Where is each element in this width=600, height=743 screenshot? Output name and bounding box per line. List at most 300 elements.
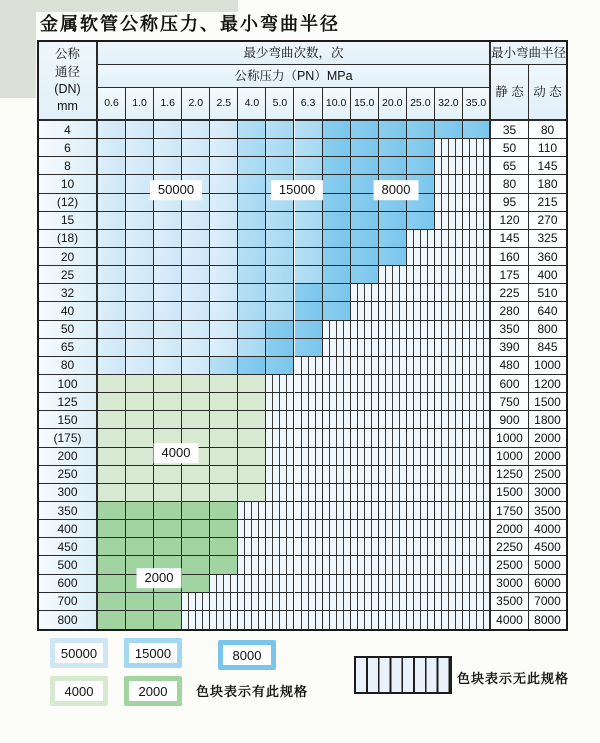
dynamic-value-cell: 1500	[529, 393, 566, 411]
dn-cell: (18)	[39, 230, 98, 248]
matrix-cell	[126, 357, 154, 375]
dn-cell: 15	[39, 212, 98, 230]
matrix-cell	[379, 575, 407, 593]
matrix-cell	[98, 393, 126, 411]
dn-header-line: 公称	[54, 47, 80, 62]
static-value-cell: 390	[491, 339, 529, 357]
dynamic-value-cell: 2000	[529, 448, 566, 466]
matrix-cell	[379, 429, 407, 447]
matrix-cell	[407, 448, 435, 466]
matrix-cell	[154, 466, 182, 484]
static-value-cell: 1500	[491, 484, 529, 502]
matrix-cell	[126, 157, 154, 175]
dynamic-value-cell: 325	[529, 230, 566, 248]
matrix-cell	[407, 520, 435, 538]
matrix-cell	[126, 448, 154, 466]
dn-cell: 32	[39, 284, 98, 302]
matrix-cell	[295, 411, 323, 429]
matrix-cell	[435, 556, 463, 574]
matrix-cell	[210, 175, 238, 193]
matrix-cell	[238, 556, 266, 574]
matrix-cell	[154, 321, 182, 339]
matrix-cell	[379, 502, 407, 520]
matrix-cell	[379, 194, 407, 212]
static-value-cell: 4000	[491, 611, 529, 629]
matrix-cell	[351, 121, 379, 139]
dn-cell: 125	[39, 393, 98, 411]
static-value-cell: 95	[491, 194, 529, 212]
dynamic-value-cell: 800	[529, 321, 566, 339]
matrix-cell	[98, 556, 126, 574]
matrix-cell	[323, 157, 351, 175]
matrix-cell	[98, 357, 126, 375]
matrix-cell	[98, 302, 126, 320]
matrix-cell	[238, 538, 266, 556]
matrix-cell	[154, 357, 182, 375]
matrix-cell	[323, 520, 351, 538]
dn-header-line: mm	[57, 99, 78, 114]
matrix-cell	[126, 194, 154, 212]
dn-cell: 250	[39, 466, 98, 484]
static-value-cell: 80	[491, 175, 529, 193]
dn-cell: 40	[39, 302, 98, 320]
dynamic-value-cell: 2500	[529, 466, 566, 484]
matrix-cell	[351, 357, 379, 375]
static-value-cell: 145	[491, 230, 529, 248]
matrix-cell	[98, 284, 126, 302]
matrix-cell	[238, 502, 266, 520]
matrix-cell	[323, 321, 351, 339]
dn-cell: (12)	[39, 194, 98, 212]
page-margin-decoration	[0, 0, 36, 98]
matrix-cell	[98, 157, 126, 175]
matrix-cell	[154, 556, 182, 574]
matrix-cell	[351, 302, 379, 320]
matrix-cell	[379, 484, 407, 502]
matrix-cell	[351, 556, 379, 574]
matrix-cell	[266, 448, 294, 466]
matrix-cell	[126, 556, 154, 574]
matrix-cell	[435, 448, 463, 466]
matrix-cell	[379, 593, 407, 611]
matrix-cell	[126, 339, 154, 357]
pressure-col-header: 1.6	[154, 88, 182, 121]
matrix-cell	[295, 230, 323, 248]
matrix-cell	[126, 502, 154, 520]
dn-cell: 600	[39, 575, 98, 593]
matrix-cell	[126, 266, 154, 284]
matrix-cell	[407, 266, 435, 284]
dn-cell: 8	[39, 157, 98, 175]
matrix-cell	[407, 411, 435, 429]
static-value-cell: 160	[491, 248, 529, 266]
dynamic-value-cell: 270	[529, 212, 566, 230]
matrix-cell	[407, 230, 435, 248]
matrix-cell	[266, 520, 294, 538]
matrix-cell	[351, 611, 379, 629]
matrix-cell	[351, 194, 379, 212]
static-value-cell: 480	[491, 357, 529, 375]
matrix-cell	[266, 139, 294, 157]
matrix-cell	[98, 466, 126, 484]
matrix-cell	[407, 538, 435, 556]
matrix-cell	[379, 466, 407, 484]
matrix-cell	[435, 375, 463, 393]
matrix-cell	[463, 266, 491, 284]
matrix-cell	[351, 393, 379, 411]
matrix-cell	[295, 321, 323, 339]
matrix-cell	[295, 538, 323, 556]
dn-cell: 6	[39, 139, 98, 157]
matrix-cell	[323, 302, 351, 320]
legend-no-spec-label: 色块表示无此规格	[457, 671, 570, 686]
matrix-cell	[463, 357, 491, 375]
matrix-cell	[182, 230, 210, 248]
matrix-cell	[435, 321, 463, 339]
matrix-cell	[379, 538, 407, 556]
zone-label: 15000	[271, 180, 323, 200]
dn-cell: 300	[39, 484, 98, 502]
matrix-cell	[351, 157, 379, 175]
matrix-cell	[266, 302, 294, 320]
legend-swatch	[218, 640, 276, 670]
matrix-cell	[182, 302, 210, 320]
matrix-cell	[98, 266, 126, 284]
dn-header-cell	[39, 42, 98, 121]
matrix-cell	[435, 230, 463, 248]
dn-cell: 700	[39, 593, 98, 611]
matrix-cell	[379, 520, 407, 538]
static-value-cell: 2250	[491, 538, 529, 556]
matrix-cell	[98, 194, 126, 212]
matrix-cell	[266, 212, 294, 230]
static-value-cell: 50	[491, 139, 529, 157]
matrix-cell	[182, 575, 210, 593]
matrix-cell	[323, 502, 351, 520]
matrix-cell	[463, 175, 491, 193]
matrix-cell	[351, 321, 379, 339]
matrix-cell	[407, 175, 435, 193]
matrix-cell	[126, 230, 154, 248]
static-value-cell: 2500	[491, 556, 529, 574]
matrix-cell	[210, 266, 238, 284]
zone-label: 8000	[374, 180, 419, 200]
matrix-cell	[266, 266, 294, 284]
matrix-cell	[379, 212, 407, 230]
static-value-cell: 750	[491, 393, 529, 411]
matrix-cell	[295, 212, 323, 230]
legend-swatch-value: 2000	[129, 681, 177, 701]
matrix-cell	[154, 248, 182, 266]
matrix-cell	[210, 248, 238, 266]
matrix-cell	[463, 448, 491, 466]
matrix-cell	[351, 466, 379, 484]
matrix-cell	[295, 611, 323, 629]
matrix-cell	[379, 448, 407, 466]
matrix-cell	[238, 157, 266, 175]
static-value-cell: 1750	[491, 502, 529, 520]
dn-cell: 80	[39, 357, 98, 375]
static-value-cell: 175	[491, 266, 529, 284]
dynamic-value-cell: 845	[529, 339, 566, 357]
matrix-cell	[407, 248, 435, 266]
matrix-cell	[238, 248, 266, 266]
matrix-cell	[463, 484, 491, 502]
matrix-cell	[435, 284, 463, 302]
matrix-cell	[238, 194, 266, 212]
matrix-cell	[154, 339, 182, 357]
matrix-cell	[351, 520, 379, 538]
matrix-cell	[98, 593, 126, 611]
matrix-cell	[182, 194, 210, 212]
matrix-cell	[351, 411, 379, 429]
matrix-cell	[98, 411, 126, 429]
matrix-cell	[154, 284, 182, 302]
matrix-cell	[323, 484, 351, 502]
matrix-cell	[379, 357, 407, 375]
matrix-cell	[182, 212, 210, 230]
zone-label: 4000	[154, 443, 199, 463]
matrix-cell	[210, 502, 238, 520]
matrix-cell	[98, 429, 126, 447]
matrix-cell	[323, 448, 351, 466]
dynamic-value-cell: 4000	[529, 520, 566, 538]
static-value-cell: 3000	[491, 575, 529, 593]
matrix-cell	[407, 593, 435, 611]
matrix-cell	[210, 611, 238, 629]
dynamic-value-cell: 8000	[529, 611, 566, 629]
matrix-cell	[323, 429, 351, 447]
legend-swatch-value: 8000	[223, 645, 271, 665]
matrix-cell	[154, 484, 182, 502]
matrix-cell	[463, 248, 491, 266]
static-value-cell: 3500	[491, 593, 529, 611]
static-value-cell: 1000	[491, 429, 529, 447]
matrix-cell	[407, 339, 435, 357]
matrix-cell	[351, 175, 379, 193]
pressure-col-header: 2.0	[182, 88, 210, 121]
matrix-cell	[126, 321, 154, 339]
matrix-cell	[266, 593, 294, 611]
matrix-cell	[323, 556, 351, 574]
matrix-cell	[182, 321, 210, 339]
matrix-cell	[210, 393, 238, 411]
matrix-cell	[266, 429, 294, 447]
matrix-cell	[463, 502, 491, 520]
matrix-cell	[182, 448, 210, 466]
dn-cell: 4	[39, 121, 98, 139]
matrix-cell	[210, 593, 238, 611]
matrix-cell	[295, 556, 323, 574]
dynamic-value-cell: 640	[529, 302, 566, 320]
matrix-cell	[463, 520, 491, 538]
matrix-cell	[210, 357, 238, 375]
matrix-cell	[126, 611, 154, 629]
matrix-cell	[295, 429, 323, 447]
matrix-cell	[463, 321, 491, 339]
matrix-cell	[266, 230, 294, 248]
matrix-cell	[182, 266, 210, 284]
matrix-cell	[323, 466, 351, 484]
static-value-cell: 1250	[491, 466, 529, 484]
matrix-cell	[379, 321, 407, 339]
matrix-cell	[435, 194, 463, 212]
matrix-cell	[351, 593, 379, 611]
matrix-cell	[238, 411, 266, 429]
matrix-cell	[126, 393, 154, 411]
matrix-cell	[351, 212, 379, 230]
matrix-cell	[435, 339, 463, 357]
dynamic-value-cell: 400	[529, 266, 566, 284]
matrix-cell	[435, 175, 463, 193]
matrix-cell	[323, 284, 351, 302]
matrix-cell	[435, 302, 463, 320]
matrix-cell	[407, 302, 435, 320]
matrix-cell	[154, 157, 182, 175]
matrix-cell	[435, 520, 463, 538]
matrix-cell	[295, 194, 323, 212]
static-value-cell: 1000	[491, 448, 529, 466]
pressure-col-header: 1.0	[126, 88, 154, 121]
matrix-cell	[463, 593, 491, 611]
matrix-cell	[463, 157, 491, 175]
matrix-cell	[266, 248, 294, 266]
matrix-cell	[379, 157, 407, 175]
min-radius-header: 最小弯曲半径	[491, 42, 566, 65]
matrix-cell	[98, 611, 126, 629]
matrix-cell	[351, 284, 379, 302]
matrix-cell	[210, 157, 238, 175]
matrix-cell	[154, 593, 182, 611]
matrix-cell	[126, 538, 154, 556]
matrix-cell	[323, 575, 351, 593]
zone-label: 50000	[150, 180, 202, 200]
matrix-cell	[182, 393, 210, 411]
legend-no-spec-swatch	[354, 656, 452, 694]
matrix-cell	[154, 175, 182, 193]
matrix-cell	[295, 248, 323, 266]
static-value-cell: 350	[491, 321, 529, 339]
matrix-cell	[266, 157, 294, 175]
matrix-cell	[238, 575, 266, 593]
matrix-cell	[379, 266, 407, 284]
matrix-cell	[407, 284, 435, 302]
matrix-cell	[351, 230, 379, 248]
matrix-cell	[407, 502, 435, 520]
dynamic-header: 动 态	[529, 65, 566, 121]
matrix-cell	[98, 375, 126, 393]
matrix-cell	[379, 139, 407, 157]
matrix-cell	[154, 212, 182, 230]
static-value-cell: 600	[491, 375, 529, 393]
dynamic-value-cell: 360	[529, 248, 566, 266]
matrix-cell	[266, 175, 294, 193]
matrix-cell	[98, 321, 126, 339]
matrix-cell	[295, 175, 323, 193]
pressure-col-header: 32.0	[435, 88, 463, 121]
dynamic-value-cell: 1200	[529, 375, 566, 393]
matrix-cell	[407, 611, 435, 629]
dn-cell: 350	[39, 502, 98, 520]
matrix-cell	[407, 466, 435, 484]
matrix-cell	[323, 248, 351, 266]
matrix-cell	[98, 520, 126, 538]
dn-cell: 20	[39, 248, 98, 266]
matrix-cell	[379, 248, 407, 266]
matrix-cell	[379, 175, 407, 193]
matrix-cell	[238, 593, 266, 611]
matrix-cell	[98, 484, 126, 502]
matrix-cell	[182, 157, 210, 175]
matrix-cell	[323, 538, 351, 556]
matrix-cell	[295, 393, 323, 411]
matrix-cell	[98, 212, 126, 230]
matrix-cell	[407, 212, 435, 230]
matrix-cell	[351, 484, 379, 502]
matrix-cell	[182, 611, 210, 629]
matrix-cell	[463, 230, 491, 248]
matrix-cell	[126, 520, 154, 538]
matrix-cell	[463, 556, 491, 574]
matrix-cell	[154, 393, 182, 411]
matrix-cell	[407, 357, 435, 375]
matrix-cell	[182, 284, 210, 302]
matrix-cell	[98, 339, 126, 357]
legend-swatch	[50, 676, 108, 706]
matrix-cell	[295, 502, 323, 520]
matrix-cell	[238, 339, 266, 357]
matrix-cell	[126, 248, 154, 266]
matrix-cell	[238, 429, 266, 447]
pressure-col-header: 10.0	[323, 88, 351, 121]
matrix-cell	[238, 121, 266, 139]
matrix-cell	[98, 502, 126, 520]
matrix-cell	[463, 339, 491, 357]
matrix-cell	[323, 194, 351, 212]
matrix-cell	[435, 484, 463, 502]
matrix-cell	[323, 611, 351, 629]
matrix-cell	[463, 212, 491, 230]
dn-cell: 450	[39, 538, 98, 556]
matrix-cell	[463, 194, 491, 212]
matrix-cell	[435, 538, 463, 556]
matrix-cell	[295, 339, 323, 357]
matrix-cell	[210, 556, 238, 574]
matrix-cell	[182, 339, 210, 357]
matrix-cell	[238, 484, 266, 502]
matrix-cell	[154, 575, 182, 593]
matrix-cell	[266, 121, 294, 139]
matrix-cell	[154, 230, 182, 248]
matrix-cell	[295, 357, 323, 375]
matrix-cell	[295, 375, 323, 393]
matrix-cell	[182, 121, 210, 139]
matrix-cell	[182, 429, 210, 447]
matrix-cell	[407, 393, 435, 411]
static-value-cell: 65	[491, 157, 529, 175]
matrix-cell	[323, 266, 351, 284]
matrix-cell	[407, 121, 435, 139]
matrix-cell	[182, 357, 210, 375]
static-value-cell: 35	[491, 121, 529, 139]
matrix-cell	[323, 357, 351, 375]
matrix-cell	[463, 302, 491, 320]
matrix-cell	[435, 357, 463, 375]
dynamic-value-cell: 3500	[529, 502, 566, 520]
matrix-cell	[351, 448, 379, 466]
matrix-cell	[154, 611, 182, 629]
matrix-cell	[182, 411, 210, 429]
